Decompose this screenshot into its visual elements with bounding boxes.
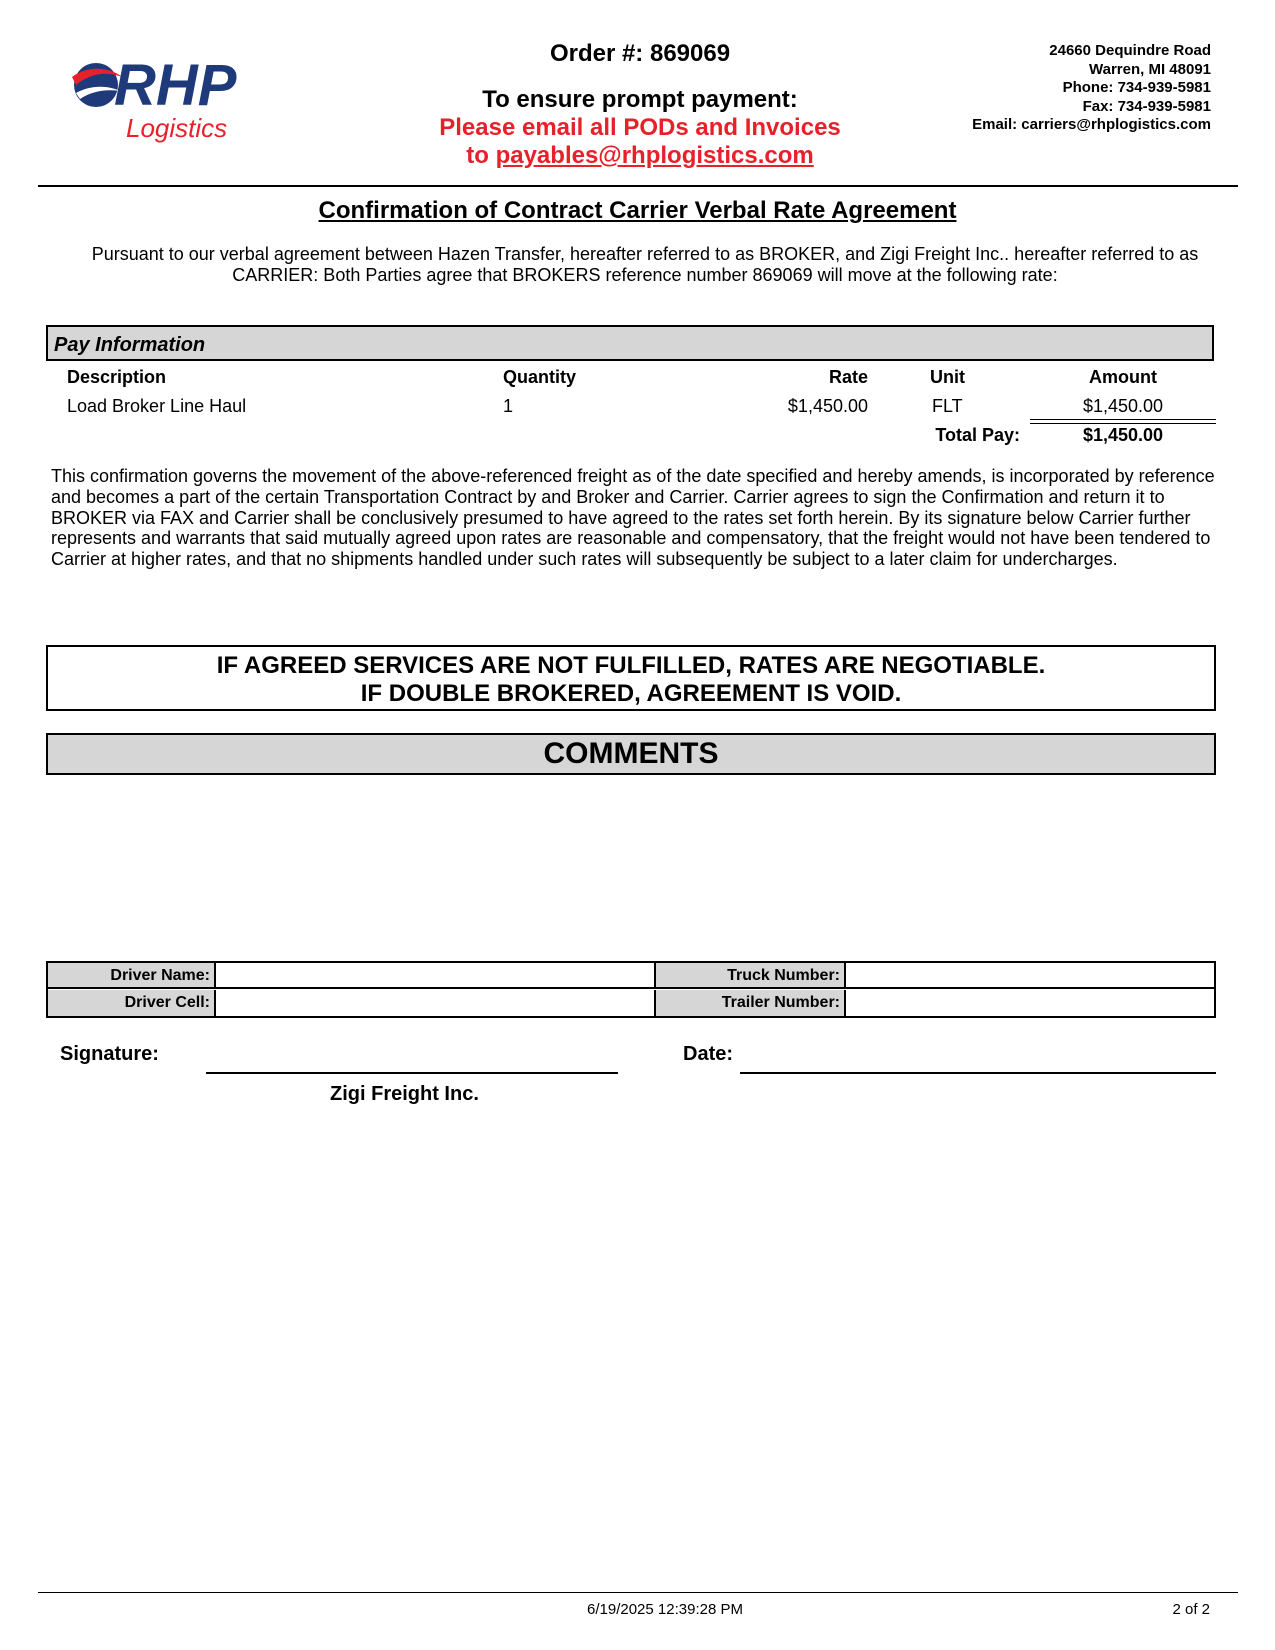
comments-header: COMMENTS bbox=[46, 733, 1216, 775]
truck-number-label: Truck Number: bbox=[656, 963, 846, 989]
order-number: Order #: 869069 bbox=[549, 40, 731, 67]
address-email: Email: carriers@rhplogistics.com bbox=[972, 116, 1211, 133]
driver-name-label: Driver Name: bbox=[48, 963, 216, 989]
col-quantity-header: Quantity bbox=[503, 367, 577, 387]
payment-notice-email-line bbox=[400, 142, 880, 170]
row-quantity: 1 bbox=[503, 396, 514, 416]
payment-notice-to: to bbox=[466, 142, 489, 169]
payment-notice-title: To ensure prompt payment: bbox=[482, 86, 798, 113]
address-city: Warren, MI 48091 bbox=[1089, 60, 1211, 78]
row-description: Load Broker Line Haul bbox=[67, 396, 247, 416]
amount-double-rule bbox=[1030, 419, 1216, 424]
warning-line-1: IF AGREED SERVICES ARE NOT FULFILLED, RATES ARE NEGOTIABLE. bbox=[216, 652, 1046, 679]
footer-divider bbox=[38, 1592, 1238, 1593]
header-divider bbox=[38, 185, 1238, 187]
warning-box bbox=[46, 645, 1216, 711]
trailer-number-field[interactable] bbox=[846, 990, 1214, 1016]
page-number: 2 of 2 bbox=[1172, 1601, 1210, 1618]
row-rate: $1,450.00 bbox=[787, 396, 868, 416]
address-street: 24660 Dequindre Road bbox=[1049, 42, 1211, 59]
address-phone: Phone: 734-939-5981 bbox=[1062, 79, 1211, 96]
driver-info-table bbox=[46, 961, 1216, 1018]
payment-notice bbox=[400, 86, 880, 170]
row-unit: FLT bbox=[932, 396, 963, 416]
trailer-number-label: Trailer Number: bbox=[656, 990, 846, 1016]
pay-information-header: Pay Information bbox=[46, 325, 1214, 361]
carrier-company-name: Zigi Freight Inc. bbox=[330, 1083, 479, 1105]
footer-timestamp: 6/19/2025 12:39:28 PM bbox=[587, 1601, 743, 1618]
governs-paragraph: This confirmation governs the movement of the above-referenced freight as of the date specified and hereby amends, is incorporated by reference and becomes a part of the certain Transportation Contract by and Broker and Carrier. Carrier agrees to sign the Confirmation and return it to BROKER via FAX and Carrier shall be conclusively presumed to have agreed to the rates set forth herein. By its signature below Carrier further represents and warrants that said mutually agreed upon rates are reasonable and compensatory, that the freight would not have been tendered to Carrier at higher rates, and that no shipments handled under such rates will subsequently be subject to a later claim for undercharges. bbox=[51, 466, 1215, 570]
warning-line-2: IF DOUBLE BROKERED, AGREEMENT IS VOID. bbox=[360, 680, 902, 707]
total-pay-label: Total Pay: bbox=[935, 425, 1020, 445]
pursuant-paragraph: Pursuant to our verbal agreement between Hazen Transfer, hereafter referred to as BROKER, and Zigi Freight Inc.. hereafter referred to as CARRIER: Both Parties agree that BROKERS reference number 869069 will move at the following rate: bbox=[91, 244, 1199, 285]
logo-subtext: Logistics bbox=[126, 113, 228, 143]
col-unit-header: Unit bbox=[930, 367, 965, 387]
company-logo bbox=[70, 55, 310, 155]
signature-line[interactable] bbox=[206, 1072, 618, 1074]
payables-email-link[interactable]: payables@rhplogistics.com bbox=[495, 142, 814, 169]
total-pay-value: $1,450.00 bbox=[1082, 425, 1164, 445]
date-line[interactable] bbox=[740, 1072, 1216, 1074]
company-address bbox=[891, 42, 1211, 135]
logo-text: RHP bbox=[114, 55, 237, 118]
col-amount-header: Amount bbox=[1089, 367, 1157, 387]
rhp-swoosh-icon bbox=[70, 55, 310, 155]
payment-notice-instruction: Please email all PODs and Invoices bbox=[439, 114, 841, 141]
address-fax: Fax: 734-939-5981 bbox=[1082, 97, 1211, 115]
col-description-header: Description bbox=[67, 367, 167, 387]
document-title: Confirmation of Contract Carrier Verbal Rate Agreement bbox=[318, 197, 957, 224]
driver-name-field[interactable] bbox=[216, 963, 656, 989]
col-rate-header: Rate bbox=[828, 367, 868, 387]
driver-cell-field[interactable] bbox=[216, 990, 656, 1016]
row-amount: $1,450.00 bbox=[1082, 396, 1164, 416]
driver-cell-label: Driver Cell: bbox=[48, 990, 216, 1016]
truck-number-field[interactable] bbox=[846, 963, 1214, 989]
signature-label: Signature: bbox=[60, 1043, 159, 1065]
date-label: Date: bbox=[683, 1043, 734, 1065]
